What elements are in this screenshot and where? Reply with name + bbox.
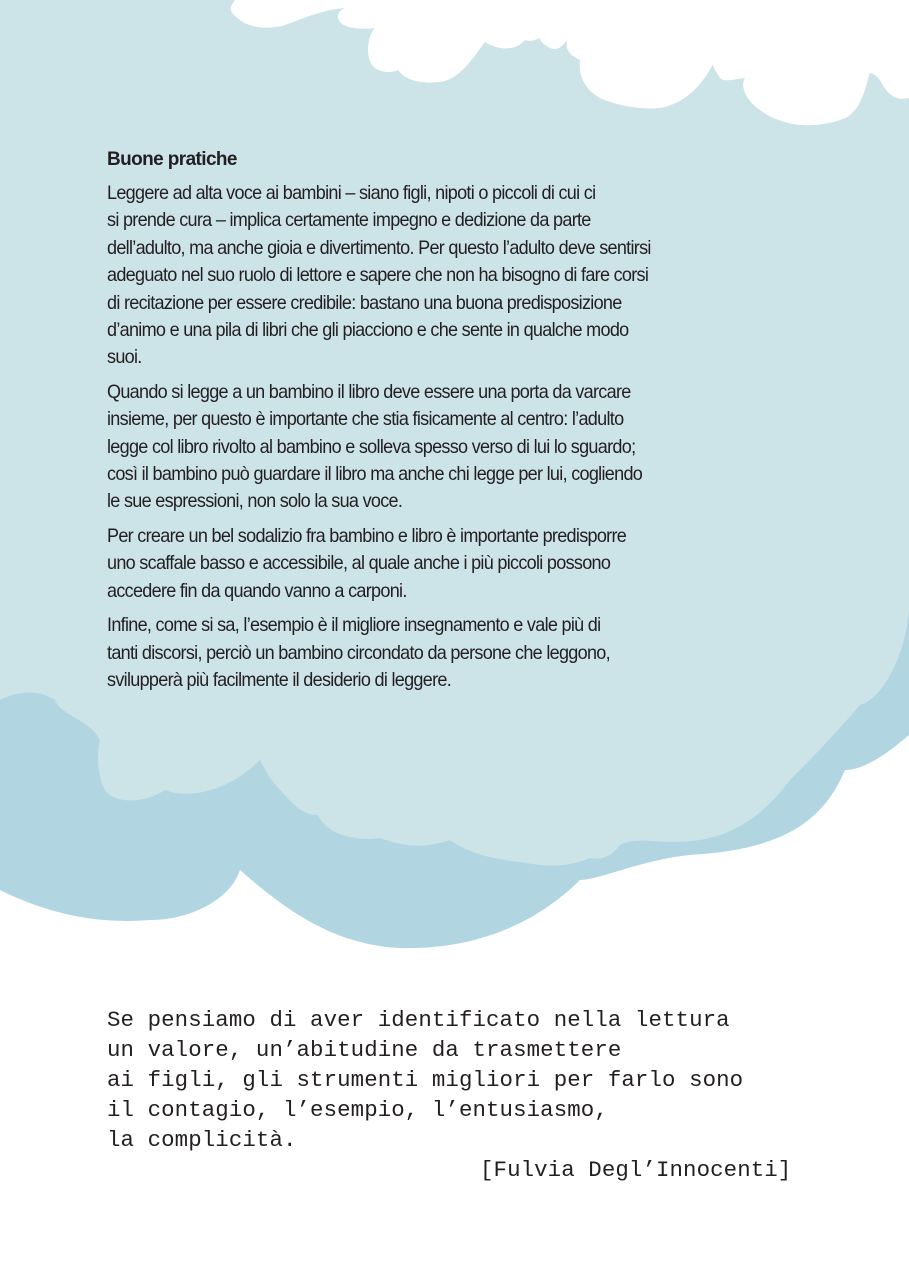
paragraph-book-as-door: Quando si legge a un bambino il libro deve essere una porta da varcare insieme, per questo è importante che stia fisicamente al centro: l’adulto legge col libro rivolto al bambino e solleva spesso verso di lui lo sguardo; così il bambino può guardare il libro ma anche chi legge per lui, cogliendo le sue espressioni, non solo la sua voce. xyxy=(107,380,643,513)
buone-pratiche-section xyxy=(107,146,827,701)
section-heading: Buone pratiche xyxy=(107,149,237,170)
paragraph-reading-aloud: Leggere ad alta voce ai bambini – siano figli, nipoti o piccoli di cui ci si prende cura – implica certamente impegno e dedizione da parte dell’adulto, ma anche gioia e divertimento. Per questo l’adulto deve sentirsi adeguato nel suo ruolo di lettore e sapere che non ha bisogno di fare corsi di recitazione per essere credibile: bastano una buona predisposizione d’animo e una pila di libri che gli piacciono e che sente in qualche modo suoi. xyxy=(107,182,651,369)
paragraph-low-shelf: Per creare un bel sodalizio fra bambino e libro è importante predisporre uno scaffale basso e accessibile, al quale anche i più piccoli possono accedere fin da quando vanno a carponi. xyxy=(107,524,627,602)
paragraph-example: Infine, come si sa, l’esempio è il migliore insegnamento e vale più di tanti discorsi, perciò un bambino circondato da persone che leggono, svilupperà più facilmente il desiderio di leggere. xyxy=(107,614,610,691)
quote-author: [Fulvia Degl’Innocenti] xyxy=(480,1157,792,1183)
quote-text: Se pensiamo di aver identificato nella lettura un valore, un’abitudine da trasmettere ai figli, gli strumenti migliori per farlo sono il contagio, l’esempio, l’entusiasmo, la complicità. xyxy=(107,1007,744,1153)
